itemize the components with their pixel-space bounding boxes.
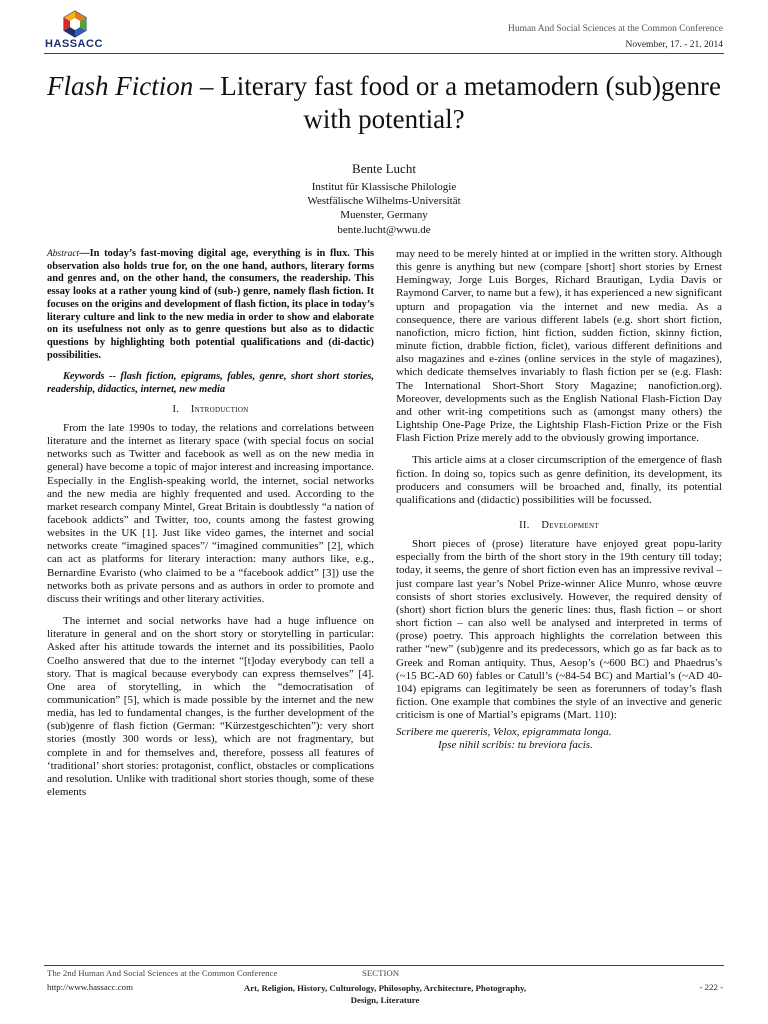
affiliation-location: Muenster, Germany: [340, 209, 428, 222]
footer-url-link[interactable]: http://www.hassacc.com: [47, 982, 133, 992]
paragraph: This article aims at a closer circumscription of the emergence of flash fiction. In doing so, topics such as genre definition, its development, its producers and consumers will be broached and, finally, its potential qualifications and (didactic) possibilities will be focussed.: [396, 454, 722, 506]
title-italic: Flash Fiction: [46, 71, 194, 101]
footer-divider: [44, 965, 724, 966]
logo-wordmark: HASSACC: [45, 38, 103, 50]
paragraph: The internet and social networks have had a huge influence on literature in general and on the short story or storytelling in particular: Asked after his attitude towards the internet and its possibilities, Paolo Coelho answered that due to the internet “[t]oday everybody can tell a story. That is magical because everybody can express themselves” [4]. One area of storytelling, in which the “democratisation of communication” [5], which is made possible by the internet and the new media, has led to fundamental changes, is the further development of the (sub)genre of flash fiction (German: “Kürzestgeschichten”): very short stories (mostly 300 words or less), which are not fragmentary, but complete in and for themselves and, therefore, possess all features of ‘traditional’ short stories: protagonist, conflict, obstacles or complications and resolution. Unlike with traditional short stories though, some of these elements: [47, 615, 374, 799]
footer-categories: Art, Religion, History, Culturology, Philosophy, Architecture, Photography, Design, Literature: [243, 983, 527, 1005]
epigram-quote: [396, 726, 722, 752]
page-number: - 222 -: [699, 982, 723, 992]
affiliation-university: Westfälische Wilhelms-Universität: [307, 195, 461, 208]
conference-name: Human And Social Sciences at the Common Conference: [507, 24, 723, 34]
author-affiliation: [0, 180, 768, 237]
epigram-line: Scribere me quereris, Velox, epigrammata longa.: [396, 726, 612, 739]
paragraph: may need to be merely hinted at or implied in the written story. Although this genre is anything but new (compare [short] short stories by Ernest Hemingway, Jorge Luis Borges, Richard Brautigan, Lydia Davis or Raymond Carver, to name but a few), it has experienced a new significant upturn and propagation via the internet and new media. As a consequence, there are various different labels (e.g. short short fiction, nanofiction, micro fiction, hint fiction, sudden fiction, skinny fiction, minute fiction, drabble fiction, ficlet), various different definitions and also magazines and e-zines (online services in the style of magazines), which dedicate themselves invariably to flash fiction per se (e.g. Flash: The International Short-Short Story Magazine; nanofiction.org). Moreover, developments such as the English National Flash-Fiction Day and other writ-ing competitions such as (amongst many others) the Lightship One-Page Prize, the Lightship Flash-Fiction Prize or the Fish Flash Fiction Prize merely add to the obviously growing importance.: [396, 248, 722, 445]
title-rest: – Literary fast food or a metamodern (sub)genre with potential?: [193, 71, 722, 134]
section-heading-development: II. Development: [519, 519, 599, 531]
keywords: Keywords -- flash fiction, epigrams, fables, genre, short short stories, readership, didactics, internet, new media: [47, 371, 374, 396]
abstract-label: Abstract: [47, 249, 80, 259]
author-email: bente.lucht@wwu.de: [337, 223, 431, 236]
abstract: [47, 248, 374, 362]
author-name: Bente Lucht: [352, 161, 416, 176]
conference-dates: November, 17. - 21. 2014: [625, 40, 723, 50]
affiliation-institute: Institut für Klassische Philologie: [311, 181, 457, 193]
paragraph: From the late 1990s to today, the relations and correlations between literature and the internet as literary space (with special focus on social networks such as Twitter and facebook as well as on the new media in general) have become a topic of major interest and increasing importance. Especially in the English-speaking world, the internet, social networks and the new media are highly frequented and used. According to the market research company Mintel, Great Britain is doubtlessly “a nation of facebook addicts” and Twitter, too, counts among the fastest growing websites in the UK [1]. Just like video games, the internet and social networks create “imagined spaces”/ “imagined communities” [2], which can act as platforms for literary interaction: many authors like, e.g., Bernardine Evaristo (who claimed to be a “facebook addict” [3]) use the networks both as private persons and as authors in order to promote and discuss their writings and other literary activities.: [47, 421, 374, 605]
footer-conference: The 2nd Human And Social Sciences at the Common Conference: [47, 968, 278, 978]
footer-section-label: SECTION: [362, 968, 400, 978]
header-divider: [44, 53, 724, 54]
paper-title: [40, 70, 728, 136]
left-column: [47, 248, 374, 799]
epigram-line: Ipse nihil scribis: tu breviora facis.: [438, 739, 593, 752]
paragraph: Short pieces of (prose) literature have enjoyed great popu-larity especially from the birth of the short story in the 19th century till today; today, it seems, the genre of short fiction even has an impressive revival – just compare last year’s Nobel Prize-winner Alice Munro, whose œuvre consists of short stories exclusively. However, the required density of (short) short fiction blurs the generic lines: thus, flash fiction – or short short fiction – can also well be analysed and interpreted in terms of (prose) poetry. This approach highlights the correlation between this rather “new” (sub)genre and its predecessors, which go as far back as to Greek and Roman antiquity. Thus, Aesop’s (~600 BC) and Phaedrus’s (~15 BC-AD 60) fables or Catull’s (~84-54 BC) and Martial’s (~AD 40-104) epigrams can legitimately be seen as forerunners of today’s flash fiction. One example that combines the style of an invective and generic criticism is one of Martial’s epigrams (Mart. 110):: [396, 538, 722, 722]
abstract-text: —In today’s fast-moving digital age, everything is in flux. This observation also holds true for, on the one hand, authors, literary forms and genres and, on the other hand, the consumers, the readership. This essay looks at a rather young kind of (sub-) genre, namely flash fiction. It focuses on the origins and development of flash fiction, its place in today’s literary culture and link to the new media in order to show and elaborate on its usefulness not only as to genre questions but also as to didactic questions by highlighting both potential qualifications and (di-dactic) possibilities.: [47, 248, 374, 361]
page-header: [0, 0, 768, 56]
right-column: [396, 248, 722, 753]
section-heading-introduction: I. Introduction: [172, 403, 249, 415]
